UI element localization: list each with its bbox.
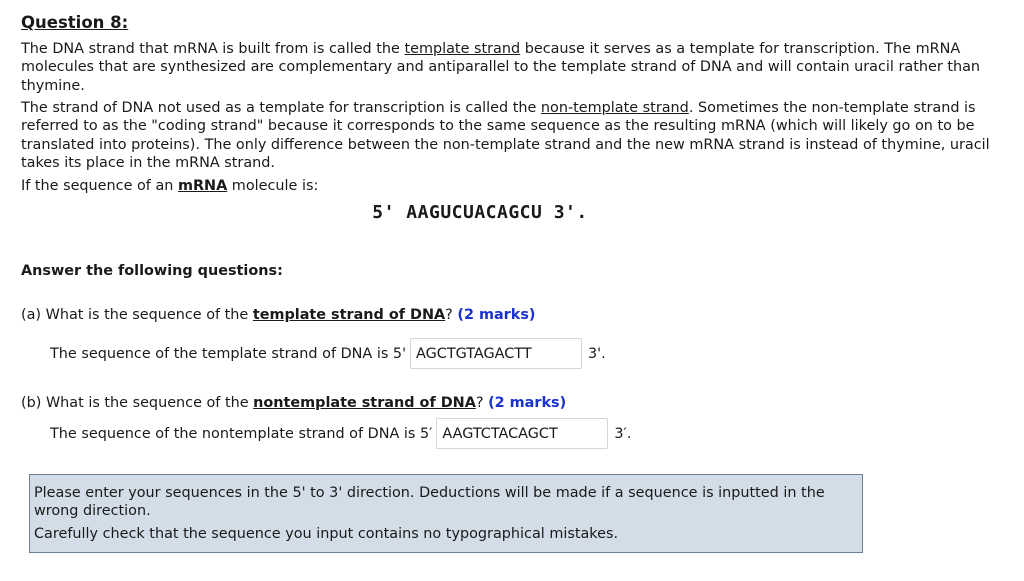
template-strand-input[interactable] — [410, 338, 582, 369]
nontemplate-strand-input[interactable] — [436, 418, 608, 449]
nontemplate-paragraph — [21, 99, 1011, 173]
question-b-emphasis: nontemplate strand of DNA — [253, 395, 476, 411]
question-a-prefix: (a) What is the sequence of the — [21, 307, 253, 323]
question-a-emphasis: template strand of DNA — [252, 307, 446, 323]
answer-b-end: 3′. — [614, 425, 632, 442]
answer-a-label: The sequence of the template strand of DNA is 5' — [50, 345, 407, 362]
mrna-prompt-start: If the sequence of an — [21, 178, 178, 194]
question-a-marks: (2 marks) — [457, 307, 536, 323]
intro-text-end: because it serves as a template for transcription. The mRNA molecules that are synthesized are complementary and antiparallel to the template strand of DNA and will contain uracil rather than thymine. — [21, 41, 981, 94]
intro-paragraph — [21, 40, 1011, 95]
instructions-notice — [29, 474, 863, 553]
non-template-strand-term: non-template strand — [540, 100, 689, 116]
mrna-prompt — [21, 177, 1011, 195]
answer-b-label: The sequence of the nontemplate strand of DNA is 5′ — [50, 425, 433, 442]
question-a — [21, 307, 536, 323]
template-strand-term: template strand — [404, 41, 521, 57]
nontemplate-text-end: . Sometimes the non-template strand is referred to as the "coding strand" because it corresponds to the same sequence as the resulting mRNA (which will likely go on to be translated into proteins). The only difference between the non-template strand and the new mRNA strand is instead of thymine, uracil takes its place in the mRNA strand. — [21, 100, 990, 172]
question-b — [21, 395, 566, 411]
template-strand-input-value: AGCTGTAGACTT — [416, 345, 532, 362]
mrna-prompt-end: molecule is: — [227, 178, 319, 194]
question-b-marks: (2 marks) — [488, 395, 567, 411]
notice-line-2: Carefully check that the sequence you input contains no typographical mistakes. — [34, 525, 619, 542]
answer-a-row — [50, 338, 606, 369]
answer-b-row — [50, 418, 631, 449]
answers-heading: Answer the following questions: — [21, 263, 283, 279]
question-b-prefix: (b) What is the sequence of the — [21, 395, 254, 411]
nontemplate-text-start: The strand of DNA not used as a template for transcription is called the — [21, 100, 541, 116]
intro-text-start: The DNA strand that mRNA is built from is called the — [21, 41, 405, 57]
question-b-suffix: ? — [475, 395, 489, 411]
question-title: Question 8: — [21, 13, 129, 32]
answer-a-end: 3'. — [588, 345, 606, 362]
mrna-term: mRNA — [177, 178, 228, 194]
notice-line-1: Please enter your sequences in the 5' to 3' direction. Deductions will be made if a sequence is inputted in the wrong direction. — [34, 485, 825, 520]
question-a-suffix: ? — [445, 307, 458, 323]
nontemplate-strand-input-value: AAGTCTACAGCT — [442, 425, 558, 442]
mrna-sequence: 5' AAGUCUACAGCU 3'. — [372, 202, 588, 223]
